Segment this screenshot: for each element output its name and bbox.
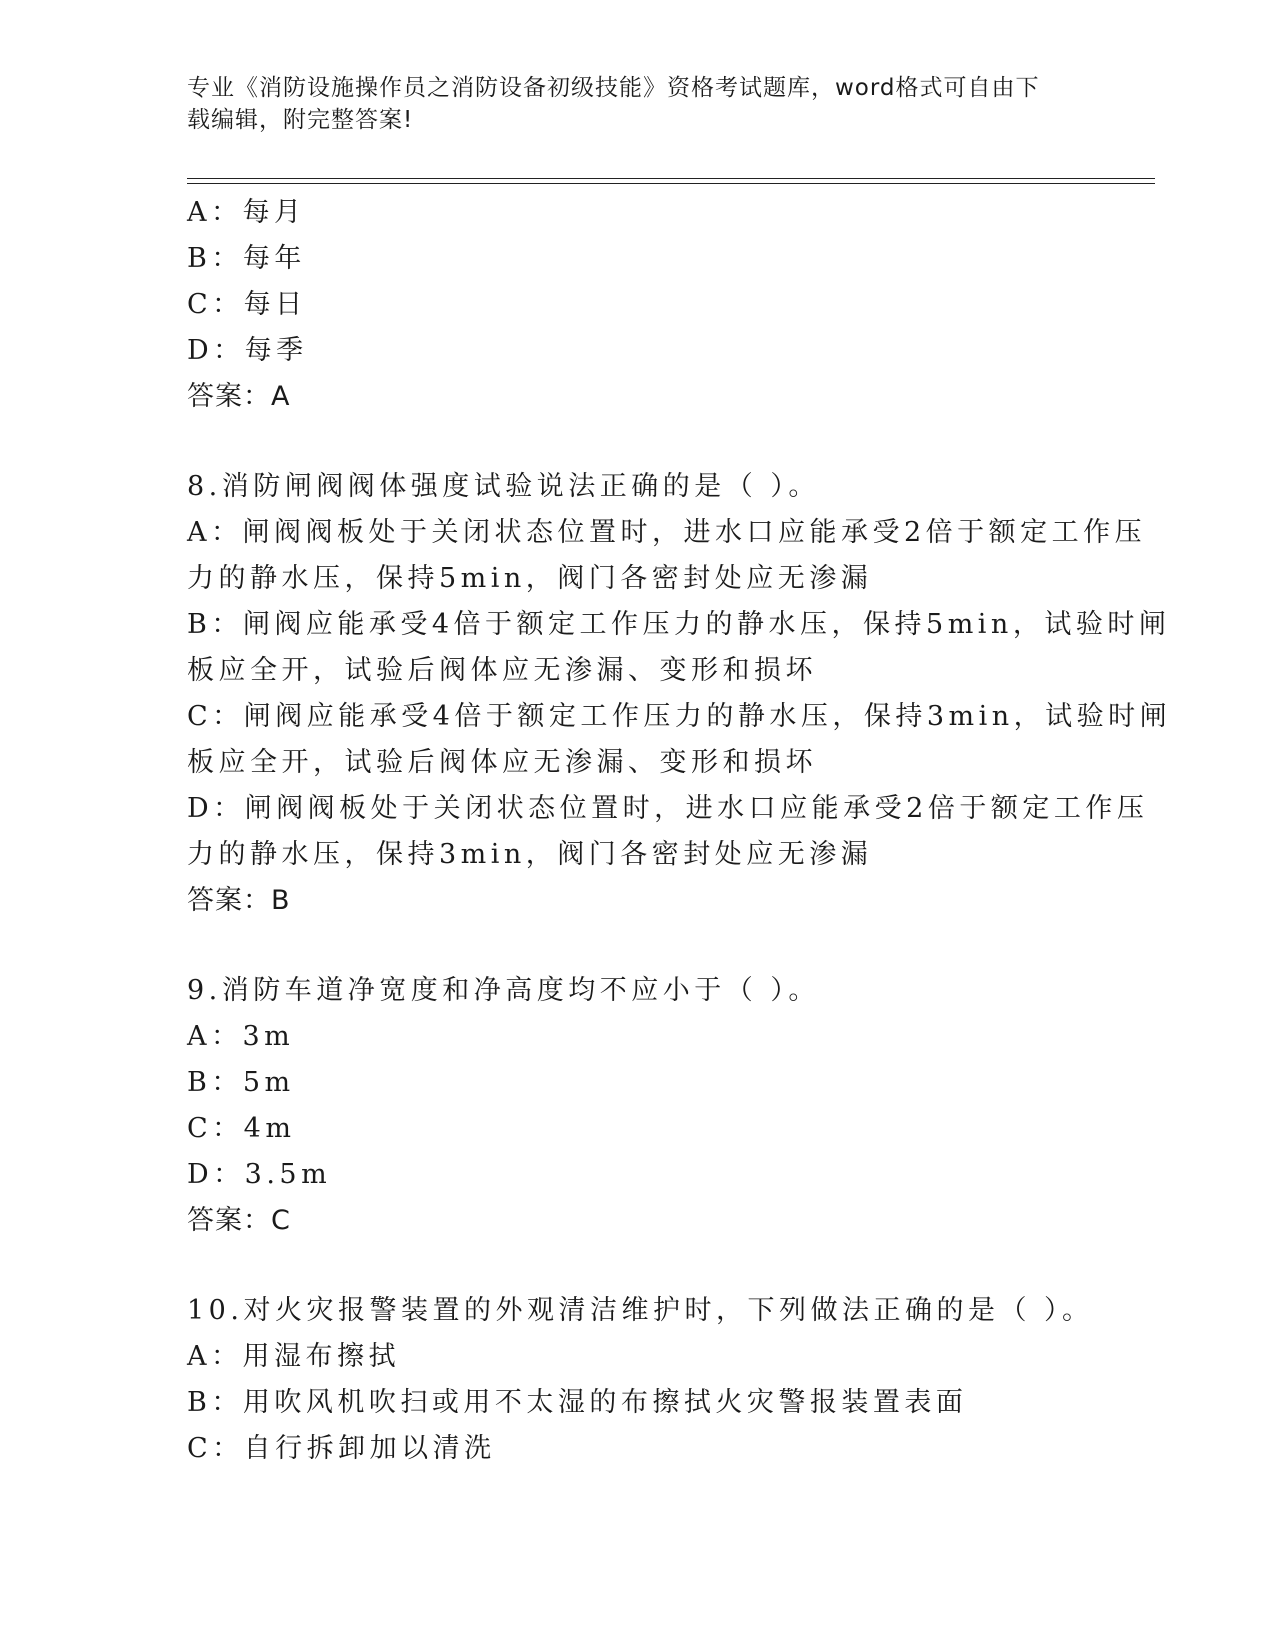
option-d: D：每季 (187, 335, 308, 366)
header-divider-top (187, 178, 1155, 179)
option-b-line-1: B：闸阀应能承受4倍于额定工作压力的静水压，保持5min，试验时闸 (187, 609, 1171, 640)
option-c: C：每日 (187, 289, 307, 320)
question-9 (187, 968, 1067, 1244)
question-list (187, 190, 1172, 1472)
option-a-line-1: A：闸阀阀板处于关闭状态位置时，进水口应能承受2倍于额定工作压 (187, 517, 1147, 548)
question-7 (187, 190, 1067, 420)
option-c: C：自行拆卸加以清洗 (187, 1433, 496, 1464)
document-header (187, 72, 1067, 136)
option-a: A：3m (187, 1021, 295, 1052)
option-d-line-1: D：闸阀阀板处于关闭状态位置时，进水口应能承受2倍于额定工作压 (187, 793, 1149, 824)
option-a: A：用湿布擦拭 (187, 1341, 400, 1372)
header-divider-bottom (187, 183, 1155, 184)
option-b-line-2: 板应全开，试验后阀体应无渗漏、变形和损坏 (187, 655, 817, 686)
option-a: A：每月 (187, 197, 306, 228)
option-b: B：每年 (187, 243, 306, 274)
option-d: D：3.5m (187, 1159, 332, 1190)
option-b: B：5m (187, 1067, 295, 1098)
option-b: B：用吹风机吹扫或用不太湿的布擦拭火灾警报装置表面 (187, 1387, 968, 1418)
option-a-line-2: 力的静水压，保持5min，阀门各密封处应无渗漏 (187, 563, 873, 594)
option-c: C：4m (187, 1113, 296, 1144)
question-text: 10.对火灾报警装置的外观清洁维护时，下列做法正确的是（ ）。 (187, 1295, 1094, 1326)
answer: 答案：A (187, 381, 291, 412)
option-d-line-2: 力的静水压，保持3min，阀门各密封处应无渗漏 (187, 839, 873, 870)
option-c-line-1: C：闸阀应能承受4倍于额定工作压力的静水压，保持3min，试验时闸 (187, 701, 1172, 732)
question-text: 8.消防闸阀阀体强度试验说法正确的是（ ）。 (187, 471, 820, 502)
answer: 答案：C (187, 1205, 291, 1236)
question-10 (187, 1288, 1094, 1472)
header-line-2: 载编辑，附完整答案! (187, 107, 414, 133)
option-c-line-2: 板应全开，试验后阀体应无渗漏、变形和损坏 (187, 747, 817, 778)
answer: 答案：B (187, 885, 291, 916)
question-text: 9.消防车道净宽度和净高度均不应小于（ ）。 (187, 975, 820, 1006)
question-8 (187, 464, 1172, 924)
header-line-1: 专业《消防设施操作员之消防设备初级技能》资格考试题库，word格式可自由下 (187, 75, 1040, 101)
